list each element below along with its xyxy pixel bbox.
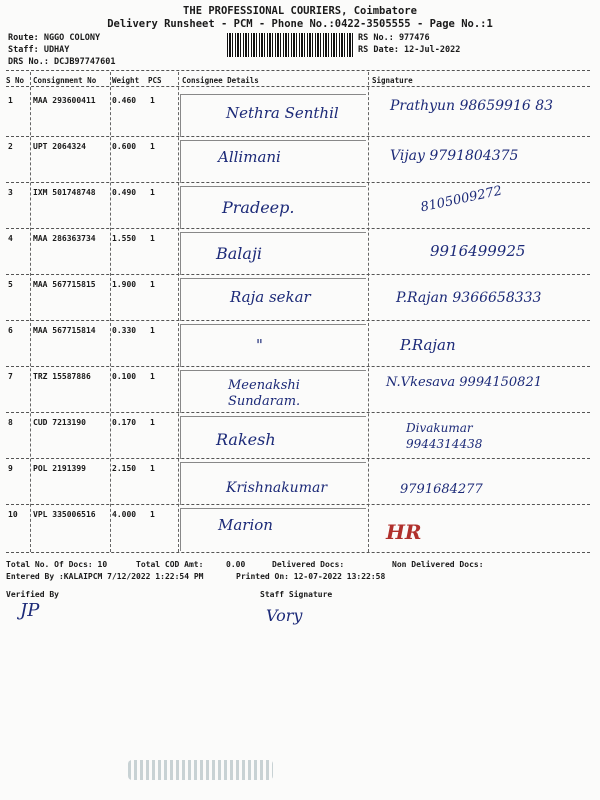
company-title: THE PROFESSIONAL COURIERS, Coimbatore [183, 5, 417, 17]
row-sno: 8 [8, 418, 13, 427]
table-row [0, 138, 600, 184]
row-sno: 9 [8, 464, 13, 473]
row-pcs: 1 [150, 326, 155, 335]
total-cod-value: 0.00 [226, 560, 246, 569]
col-sno: S No [6, 76, 25, 85]
row-consignee: Meenakshi Sundaram. [228, 378, 301, 409]
row-signature: Prathyun 98659916 83 [390, 98, 554, 114]
col-consignee: Consignee Details [182, 76, 259, 85]
col-consignment: Consignment No [33, 76, 97, 85]
row-divider [6, 182, 590, 183]
row-pcs: 1 [150, 418, 155, 427]
staff-signature-label: Staff Signature [260, 590, 333, 599]
consignee-box [180, 324, 366, 367]
row-sno: 1 [8, 96, 13, 105]
row-consignment: IXM 501748748 [33, 188, 96, 197]
consignee-box [180, 232, 366, 275]
row-consignment: MAA 567715814 [33, 326, 96, 335]
total-docs: Total No. Of Docs: 10 [6, 560, 108, 569]
row-weight: 2.150 [112, 464, 137, 473]
row-signature: HR [386, 520, 422, 544]
table-row [0, 322, 600, 368]
row-signature: Vijay 9791804375 [390, 148, 519, 164]
table-row [0, 184, 600, 230]
row-sno: 2 [8, 142, 13, 151]
table-row [0, 92, 600, 138]
row-signature: 9916499925 [430, 242, 526, 260]
table-row [0, 460, 600, 506]
row-weight: 0.460 [112, 96, 137, 105]
staff-label: Staff: UDHAY [8, 45, 70, 55]
rs-number: RS No.: 977476 [358, 33, 430, 43]
row-consignee: Balaji [216, 244, 263, 263]
row-consignment: TRZ 15587886 [33, 372, 91, 381]
row-consignee: Krishnakumar [226, 480, 328, 496]
row-sno: 4 [8, 234, 13, 243]
row-consignment: UPT 2064324 [33, 142, 86, 151]
row-signature: P.Rajan 9366658333 [396, 290, 542, 306]
row-consignee: Pradeep. [222, 198, 295, 217]
row-divider [6, 136, 590, 137]
row-consignment: POL 2191399 [33, 464, 86, 473]
row-pcs: 1 [150, 372, 155, 381]
table-row [0, 506, 600, 552]
row-weight: 0.170 [112, 418, 137, 427]
staff-signature: Vory [266, 606, 303, 625]
row-consignee: Rakesh [216, 430, 276, 449]
row-consignment: MAA 567715815 [33, 280, 96, 289]
row-pcs: 1 [150, 188, 155, 197]
row-pcs: 1 [150, 142, 155, 151]
row-consignment: MAA 293600411 [33, 96, 96, 105]
row-sno: 3 [8, 188, 13, 197]
table-bottom-divider [6, 552, 590, 553]
row-weight: 1.550 [112, 234, 137, 243]
row-sno: 10 [8, 510, 18, 519]
barcode-image [227, 33, 355, 57]
consignee-box [180, 508, 366, 551]
row-weight: 0.330 [112, 326, 137, 335]
row-signature: 8105009272 [419, 183, 504, 216]
row-pcs: 1 [150, 280, 155, 289]
table-row [0, 368, 600, 414]
verified-signature: JP [20, 600, 40, 621]
row-signature: N.Vkesava 9994150821 [386, 375, 542, 390]
verified-by-label: Verified By [6, 590, 59, 599]
col-signature: Signature [372, 76, 413, 85]
printed-on: Printed On: 12-07-2022 13:22:58 [236, 572, 386, 581]
row-consignment: MAA 286363734 [33, 234, 96, 243]
row-divider [6, 366, 590, 367]
row-consignee: Nethra Senthil [226, 104, 339, 122]
col-pcs: PCS [148, 76, 162, 85]
row-signature: P.Rajan [400, 336, 456, 354]
runsheet-subtitle: Delivery Runsheet - PCM - Phone No.:0422-3505555 - Page No.:1 [107, 18, 493, 30]
row-divider [6, 320, 590, 321]
row-divider [6, 274, 590, 275]
row-sno: 6 [8, 326, 13, 335]
row-weight: 4.000 [112, 510, 137, 519]
drs-label: DRS No.: DCJB97747601 [8, 57, 116, 67]
row-signature: 9791684277 [400, 482, 483, 497]
row-weight: 1.900 [112, 280, 137, 289]
row-weight: 0.490 [112, 188, 137, 197]
row-divider [6, 228, 590, 229]
row-consignee: " [256, 336, 263, 354]
row-divider [6, 412, 590, 413]
row-consignment: CUD 7213190 [33, 418, 86, 427]
header-divider [6, 70, 590, 71]
row-consignment: VPL 335006516 [33, 510, 96, 519]
rs-date: RS Date: 12-Jul-2022 [358, 45, 461, 55]
col-weight: Weight [112, 76, 140, 85]
row-consignee: Allimani [218, 148, 281, 166]
row-signature: Divakumar 9944314438 [406, 421, 483, 451]
table-row [0, 276, 600, 322]
row-consignee: Raja sekar [230, 288, 311, 306]
row-pcs: 1 [150, 464, 155, 473]
stamp-mark [128, 760, 273, 780]
row-sno: 5 [8, 280, 13, 289]
table-row [0, 230, 600, 276]
row-pcs: 1 [150, 510, 155, 519]
row-weight: 0.600 [112, 142, 137, 151]
row-pcs: 1 [150, 96, 155, 105]
row-sno: 7 [8, 372, 13, 381]
row-divider [6, 504, 590, 505]
row-consignee: Marion [218, 516, 273, 534]
row-weight: 0.100 [112, 372, 137, 381]
table-row [0, 414, 600, 460]
non-delivered-docs: Non Delivered Docs: [392, 560, 484, 569]
row-divider [6, 458, 590, 459]
route-label: Route: NGGO COLONY [8, 33, 101, 43]
row-pcs: 1 [150, 234, 155, 243]
column-header-divider [6, 86, 590, 87]
delivered-docs: Delivered Docs: [272, 560, 345, 569]
entered-by: Entered By :KALAIPCM 7/12/2022 1:22:54 PM [6, 572, 204, 581]
total-cod-label: Total COD Amt: [136, 560, 204, 569]
